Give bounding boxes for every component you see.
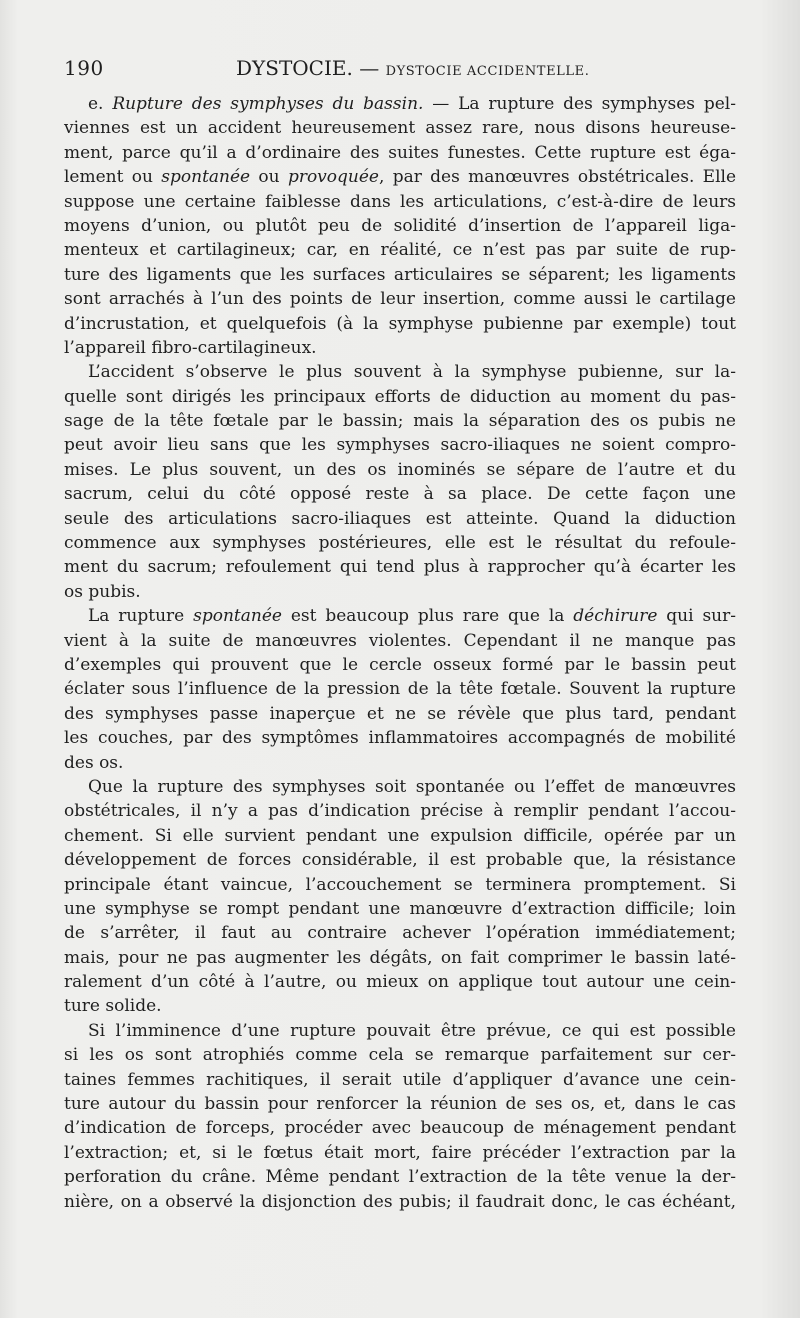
text-line: principale étant vaincue, l’accouchement se terminera promptement. Si — [64, 874, 736, 895]
text-line: mais, pour ne pas augmenter les dégâts, on fait comprimer le bassin laté- — [64, 947, 736, 968]
text-line: l’extraction; et, si le fœtus était mort, faire précéder l’extraction par la — [64, 1142, 736, 1163]
running-title — [236, 56, 589, 80]
body-text — [64, 92, 736, 1214]
text-line: ralement d’un côté à l’autre, ou mieux on applique tout autour une cein- — [64, 972, 736, 993]
text-line: l’appareil fibro-cartilagineux. — [64, 337, 317, 358]
text-line: taines femmes rachitiques, il serait utile d’appliquer d’avance une cein- — [64, 1069, 736, 1090]
text-line: sage de la tête fœtale par le bassin; mais la séparation des os pubis ne — [64, 411, 736, 432]
text-line: Que la rupture des symphyses soit spontanée ou l’effet de manœuvres — [88, 776, 736, 797]
text-line: e. Rupture des symphyses du bassin. — La rupture des symphyses pel- — [88, 94, 736, 114]
text-line: obstétricales, il n’y a pas d’indication précise à remplir pendant l’accou- — [64, 801, 736, 822]
text-line: des symphyses passe inaperçue et ne se révèle que plus tard, pendant — [64, 703, 736, 724]
page-number: 190 — [64, 56, 104, 80]
text-line: vient à la suite de manœuvres violentes. Cependant il ne manque pas — [64, 630, 736, 651]
text-line: si les os sont atrophiés comme cela se remarque parfaitement sur cer- — [64, 1045, 736, 1066]
text-line: ment du sacrum; refoulement qui tend plus à rapprocher qu’à écarter les — [64, 557, 736, 578]
text-line: les couches, par des symptômes inflammatoires accompagnés de mobilité — [64, 728, 736, 749]
running-title-dash: — — [359, 56, 380, 80]
text-line: os pubis. — [64, 581, 141, 602]
text-line: suppose une certaine faiblesse dans les articulations, c’est-à-dire de leurs — [64, 191, 736, 212]
text-line: d’exemples qui prouvent que le cercle osseux formé par le bassin peut — [64, 654, 736, 675]
text-line: d’incrustation, et quelquefois (à la symphyse pubienne par exemple) tout — [64, 313, 736, 334]
text-line: peut avoir lieu sans que les symphyses sacro-iliaques ne soient compro- — [64, 435, 736, 456]
text-line: viennes est un accident heureusement assez rare, nous disons heureuse- — [64, 118, 736, 139]
page-header — [64, 56, 736, 86]
text-line: menteux et cartilagineux; car, en réalité, ce n’est pas par suite de rup- — [64, 240, 736, 261]
text-line: ture solide. — [64, 996, 162, 1017]
text-line: une symphyse se rompt pendant une manœuvre d’extraction difficile; loin — [64, 898, 736, 919]
text-line: seule des articulations sacro-iliaques est atteinte. Quand la diduction — [64, 508, 736, 529]
text-line: ment, parce qu’il a d’ordinaire des suites funestes. Cette rupture est éga- — [64, 142, 736, 163]
text-line: éclater sous l’influence de la pression de la tête fœtale. Souvent la rupture — [64, 679, 736, 700]
text-line: mises. Le plus souvent, un des os inominés se sépare de l’autre et du — [64, 459, 736, 480]
text-line: nière, on a observé la disjonction des pubis; il faudrait donc, le cas échéant, — [64, 1191, 736, 1212]
text-line: sont arrachés à l’un des points de leur insertion, comme aussi le cartilage — [64, 289, 736, 310]
running-title-main: DYSTOCIE. — [236, 56, 353, 80]
text-line: L’accident s’observe le plus souvent à la symphyse pubienne, sur la- — [88, 362, 736, 383]
text-line: sacrum, celui du côté opposé reste à sa place. De cette façon une — [64, 484, 736, 505]
text-line: de s’arrêter, il faut au contraire achever l’opération immédiatement; — [64, 923, 736, 944]
text-line: ture autour du bassin pour renforcer la réunion de ses os, et, dans le cas — [64, 1094, 736, 1115]
text-line: quelle sont dirigés les principaux efforts de diduction au moment du pas- — [64, 386, 736, 407]
text-line: développement de forces considérable, il est probable que, la résistance — [64, 850, 736, 871]
text-line: lement ou spontanée ou provoquée, par des manœuvres obstétricales. Elle — [64, 167, 737, 188]
text-line: ture des ligaments que les surfaces articulaires se séparent; les ligaments — [64, 264, 736, 285]
text-line: La rupture spontanée est beaucoup plus rare que la déchirure qui sur- — [88, 606, 736, 627]
running-title-sub: DYSTOCIE ACCIDENTELLE. — [385, 64, 590, 79]
text-line: commence aux symphyses postérieures, elle est le résultat du refoule- — [64, 533, 736, 554]
text-line: perforation du crâne. Même pendant l’extraction de la tête venue la der- — [64, 1167, 736, 1188]
text-line: Si l’imminence d’une rupture pouvait être prévue, ce qui est possible — [88, 1020, 736, 1041]
text-line: chement. Si elle survient pendant une expulsion difficile, opérée par un — [64, 825, 736, 846]
text-line: moyens d’union, ou plutôt peu de solidité d’insertion de l’appareil liga- — [64, 215, 736, 236]
text-line: des os. — [64, 752, 124, 773]
text-line: d’indication de forceps, procéder avec beaucoup de ménagement pendant — [64, 1118, 736, 1139]
